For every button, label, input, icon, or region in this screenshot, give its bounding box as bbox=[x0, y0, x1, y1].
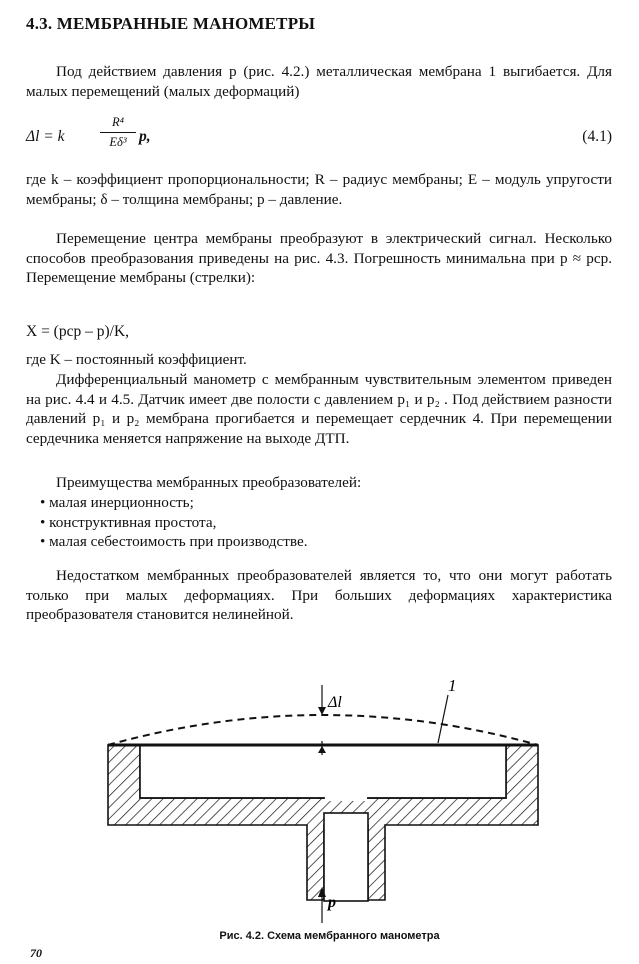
arrow-down-icon bbox=[318, 707, 326, 715]
paragraph-2: где k – коэффициент пропорциональности; R – радиус мембраны; E – модуль упругости мембраны; δ – толщина мембраны; p – давление. bbox=[26, 171, 612, 208]
membrane-manometer-figure bbox=[90, 645, 560, 925]
list-item: • малая себестоимость при производстве. bbox=[40, 533, 308, 550]
label-pressure: p bbox=[328, 894, 336, 911]
page-number: 70 bbox=[30, 946, 42, 960]
formula-x: X = (pср – p)/K, bbox=[26, 323, 130, 340]
formula-fraction bbox=[100, 114, 136, 150]
deflected-membrane bbox=[108, 715, 538, 745]
formula-variable: p, bbox=[139, 128, 151, 145]
paragraph-3: Перемещение центра мембраны преобразуют в электрический сигнал. Несколько способов преобразования приведены на рис. 4.3. Погрешность минимальна при p ≈ pср. Перемещение мембраны (стрелки): bbox=[26, 230, 612, 286]
paragraph-6: Преимущества мембранных преобразователей: bbox=[56, 474, 362, 491]
inlet-channel bbox=[324, 813, 368, 901]
equation-number: (4.1) bbox=[582, 128, 612, 145]
paragraph-4: где K – постоянный коэффициент. bbox=[26, 351, 247, 368]
list-item: • конструктивная простота, bbox=[40, 513, 217, 531]
figure-caption: Рис. 4.2. Схема мембранного манометра bbox=[219, 930, 440, 942]
list-item: • малая инерционность; bbox=[40, 494, 194, 511]
advantages-list bbox=[40, 493, 308, 552]
section-heading: 4.3. МЕМБРАННЫЕ МАНОМЕТРЫ bbox=[26, 14, 316, 33]
paragraph-7: Недостатком мембранных преобразователей является то, что они могут работать только при малых деформациях. При больших деформациях характеристика преобразователя становится нелинейной. bbox=[26, 567, 612, 623]
formula-4-1 bbox=[26, 114, 612, 162]
formula-lhs: Δl = k bbox=[26, 128, 65, 145]
paragraph-5: Дифференциальный манометр с мембранным чувствительным элементом приведен на рис. 4.4 и 4.5. Датчик имеет две полости с давлением p₁ и p₂ . Под действием разности давлений p₁ и p₂ мембрана прогибается и перемещает сердечник 4. При перемещении сердечника меняется напряжение на выходе ДТП. bbox=[26, 371, 612, 447]
label-delta-l: Δl bbox=[328, 694, 342, 711]
formula-numerator: R⁴ bbox=[100, 114, 136, 133]
formula-denominator: Eδ³ bbox=[109, 135, 127, 149]
paragraph-1: Под действием давления p (рис. 4.2.) металлическая мембрана 1 выгибается. Для малых перемещений (малых деформаций) bbox=[26, 63, 612, 100]
label-membrane-number: 1 bbox=[448, 676, 457, 695]
